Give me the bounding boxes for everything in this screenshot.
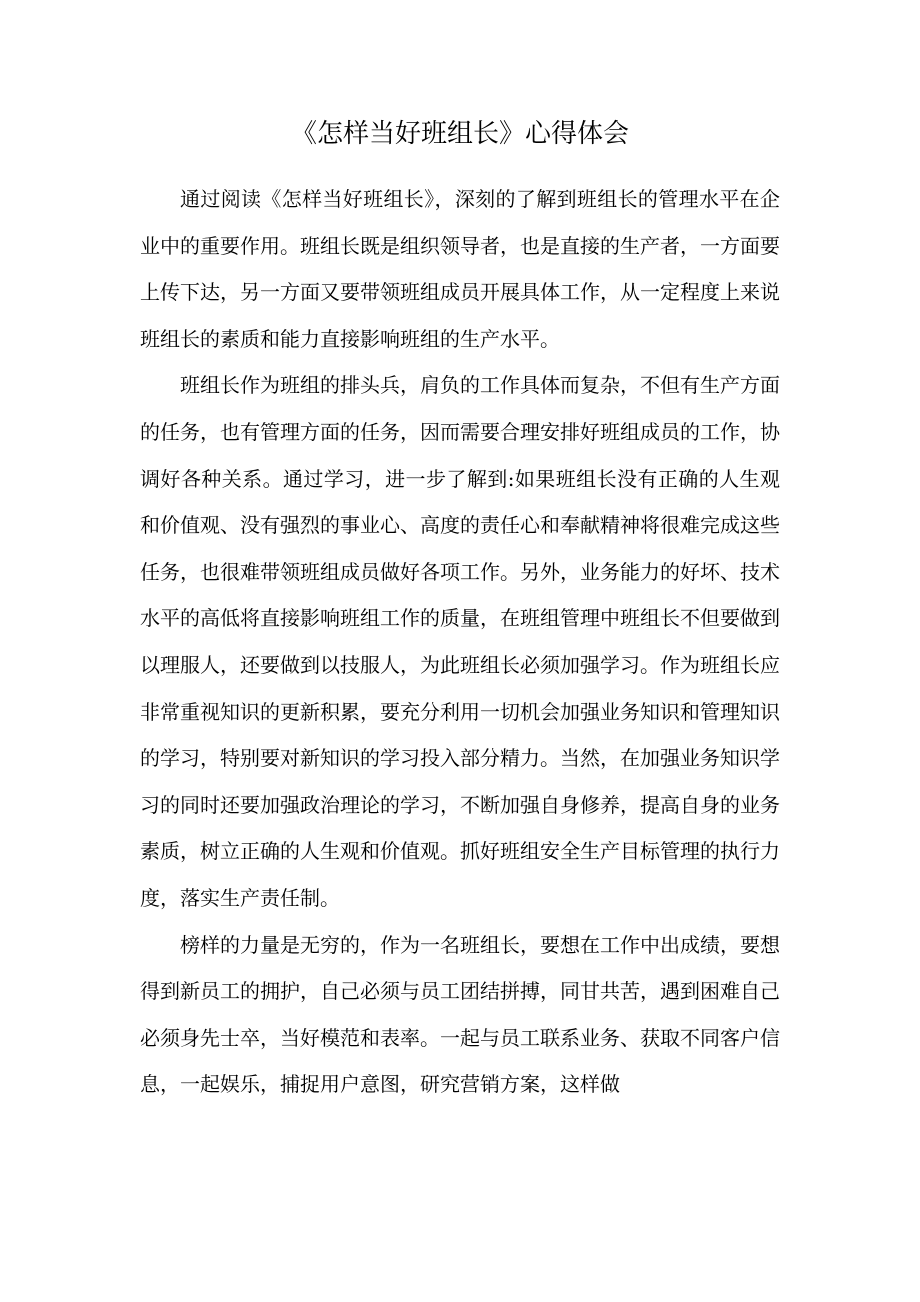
document-body xyxy=(140,176,780,1108)
paragraph-3: 榜样的力量是无穷的，作为一名班组长，要想在工作中出成绩，要想得到新员工的拥护，自己必须与员工团结拼搏，同甘共苦，遇到困难自己必须身先士卒，当好模范和表率。一起与员工联系业务、获取不同客户信息，一起娱乐，捕捉用户意图，研究营销方案，这样做 xyxy=(140,932,780,1097)
paragraph-1: 通过阅读《怎样当好班组长》，深刻的了解到班组长的管理水平在企业中的重要作用。班组长既是组织领导者，也是直接的生产者，一方面要上传下达，另一方面又要带领班组成员开展具体工作，从一定程度上来说班组长的素质和能力直接影响班组的生产水平。 xyxy=(140,187,780,351)
paragraph-2: 班组长作为班组的排头兵，肩负的工作具体而复杂，不但有生产方面的任务，也有管理方面的任务，因而需要合理安排好班组成员的工作，协调好各种关系。通过学习，进一步了解到:如果班组长没有正确的人生观和价值观、没有强烈的事业心、高度的责任心和奉献精神将很难完成这些任务，也很难带领班组成员做好各项工作。另外，业务能力的好坏、技术水平的高低将直接影响班组工作的质量，在班组管理中班组长不但要做到以理服人，还要做到以技服人，为此班组长必须加强学习。作为班组长应非常重视知识的更新积累，要充分利用一切机会加强业务知识和管理知识的学习，特别要对新知识的学习投入部分精力。当然，在加强业务知识学习的同时还要加强政治理论的学习，不断加强自身修养，提高自身的业务素质，树立正确的人生观和价值观。抓好班组安全生产目标管理的执行力度，落实生产责任制。 xyxy=(140,373,780,910)
document-title: 《怎样当好班组长》心得体会 xyxy=(290,119,629,149)
